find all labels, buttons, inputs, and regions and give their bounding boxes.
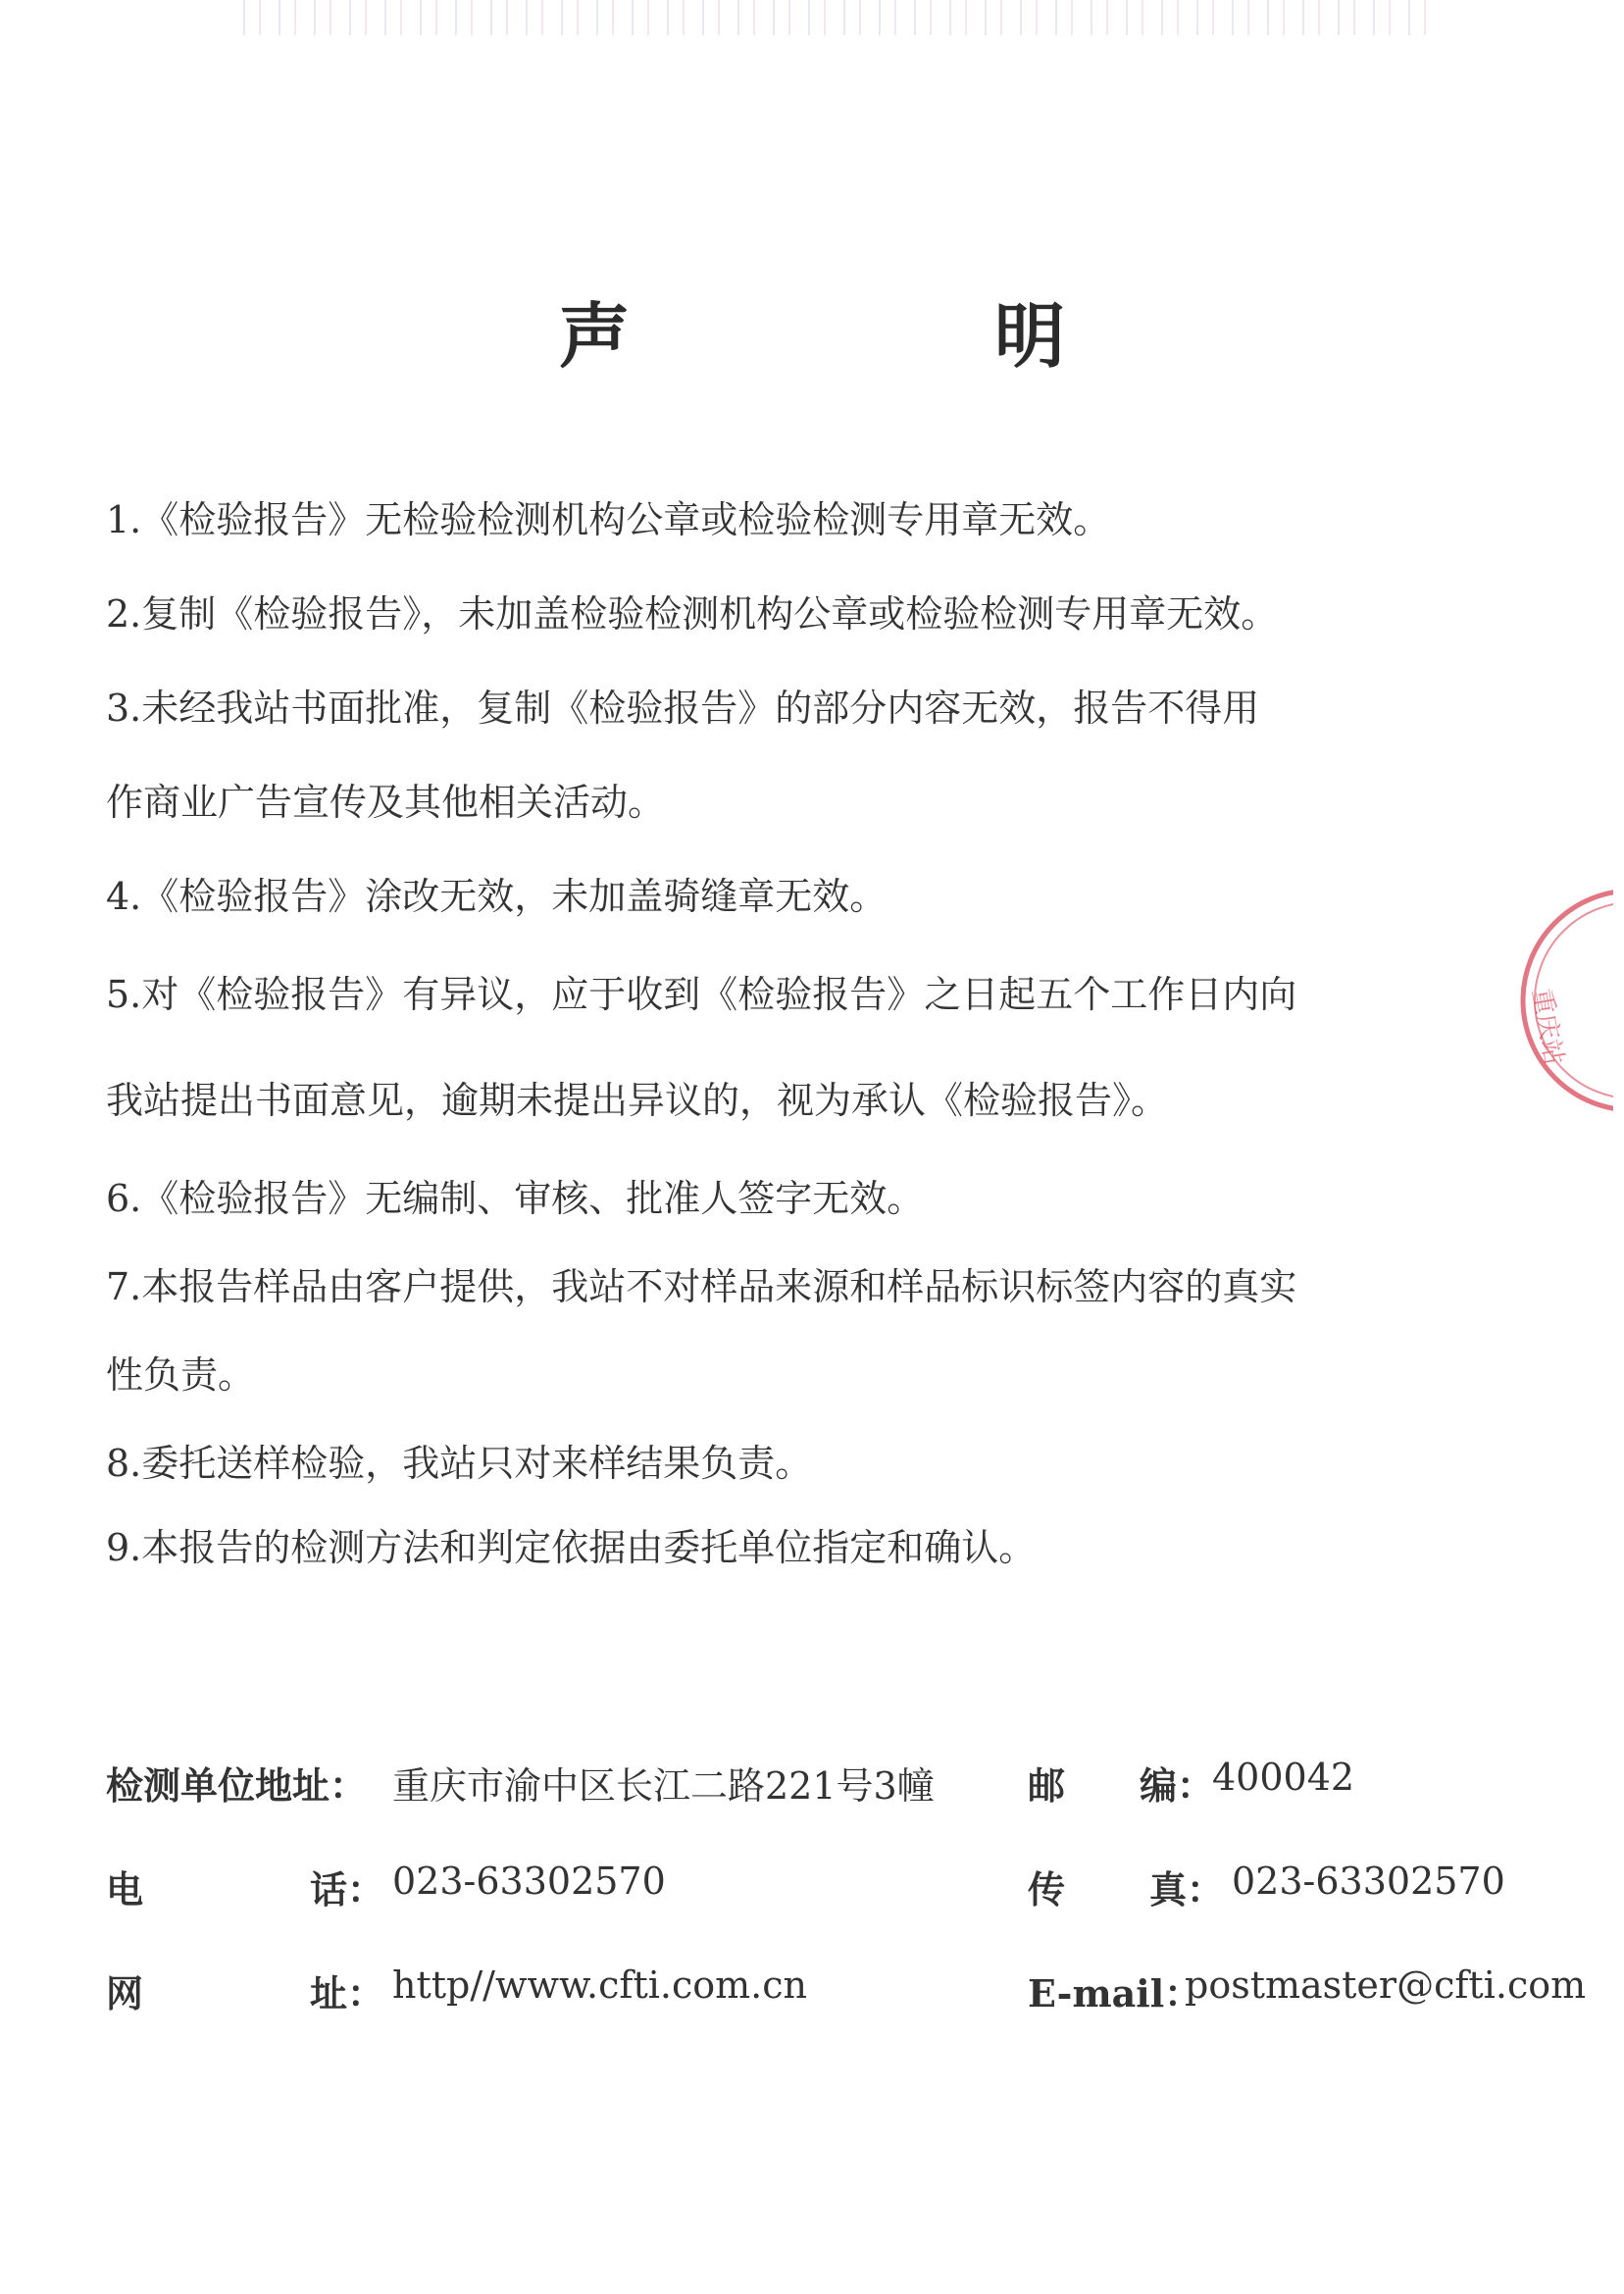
email-value: postmaster@cfti.com	[1185, 1963, 1587, 2007]
statement-item-4: 4.《检验报告》涂改无效，未加盖骑缝章无效。	[106, 875, 888, 918]
statement-item-1: 1.《检验报告》无检验检测机构公章或检验检测专用章无效。	[106, 498, 1111, 541]
web-label-char: 网	[106, 1971, 144, 2015]
statement-item-7: 7.本报告样品由客户提供，我站不对样品来源和样品标识标签内容的真实	[106, 1265, 1297, 1308]
web-value: http//www.cfti.com.cn	[392, 1963, 807, 2007]
web-label: 址：	[310, 1971, 385, 2015]
page-title: 声 明	[558, 294, 1212, 378]
statement-item-3: 3.未经我站书面批准，复制《检验报告》的部分内容无效，报告不得用	[106, 687, 1260, 730]
fax-label: 真：	[1149, 1867, 1225, 1912]
statement-item-5: 5.对《检验报告》有异议，应于收到《检验报告》之日起五个工作日内向	[106, 973, 1297, 1016]
statement-item-9: 9.本报告的检测方法和判定依据由委托单位指定和确认。	[106, 1526, 1037, 1569]
partial-red-seal	[1505, 883, 1613, 1118]
address-row	[106, 1756, 1538, 1814]
statement-item-7-continued: 性负责。	[106, 1353, 256, 1397]
scan-artifact-strip	[226, 0, 1432, 35]
statement-item-5-continued: 我站提出书面意见，逾期未提出异议的，视为承认《检验报告》。	[106, 1079, 1169, 1122]
statement-item-8: 8.委托送样检验，我站只对来样结果负责。	[106, 1442, 813, 1485]
phone-value: 023-63302570	[392, 1860, 666, 1903]
statement-item-3-continued: 作商业广告宣传及其他相关活动。	[106, 781, 666, 824]
phone-row	[106, 1860, 1538, 1918]
address-value: 重庆市渝中区长江二路221号3幢	[392, 1764, 935, 1808]
address-label: 检测单位地址：	[106, 1763, 368, 1808]
fax-label-char: 传	[1028, 1867, 1066, 1912]
email-label: E-mail：	[1028, 1971, 1202, 2015]
postcode-value: 400042	[1212, 1756, 1355, 1799]
phone-label: 话：	[310, 1867, 385, 1912]
statement-item-2: 2.复制《检验报告》，未加盖检验检测机构公章或检验检测专用章无效。	[106, 592, 1279, 636]
svg-text:重庆站: 重庆站	[1526, 987, 1569, 1068]
statement-item-6: 6.《检验报告》无编制、审核、批准人签字无效。	[106, 1177, 925, 1220]
phone-label-char: 电	[106, 1867, 144, 1912]
web-row	[106, 1963, 1587, 2022]
postcode-label: 邮 编：	[1028, 1763, 1215, 1808]
fax-value: 023-63302570	[1232, 1860, 1505, 1903]
